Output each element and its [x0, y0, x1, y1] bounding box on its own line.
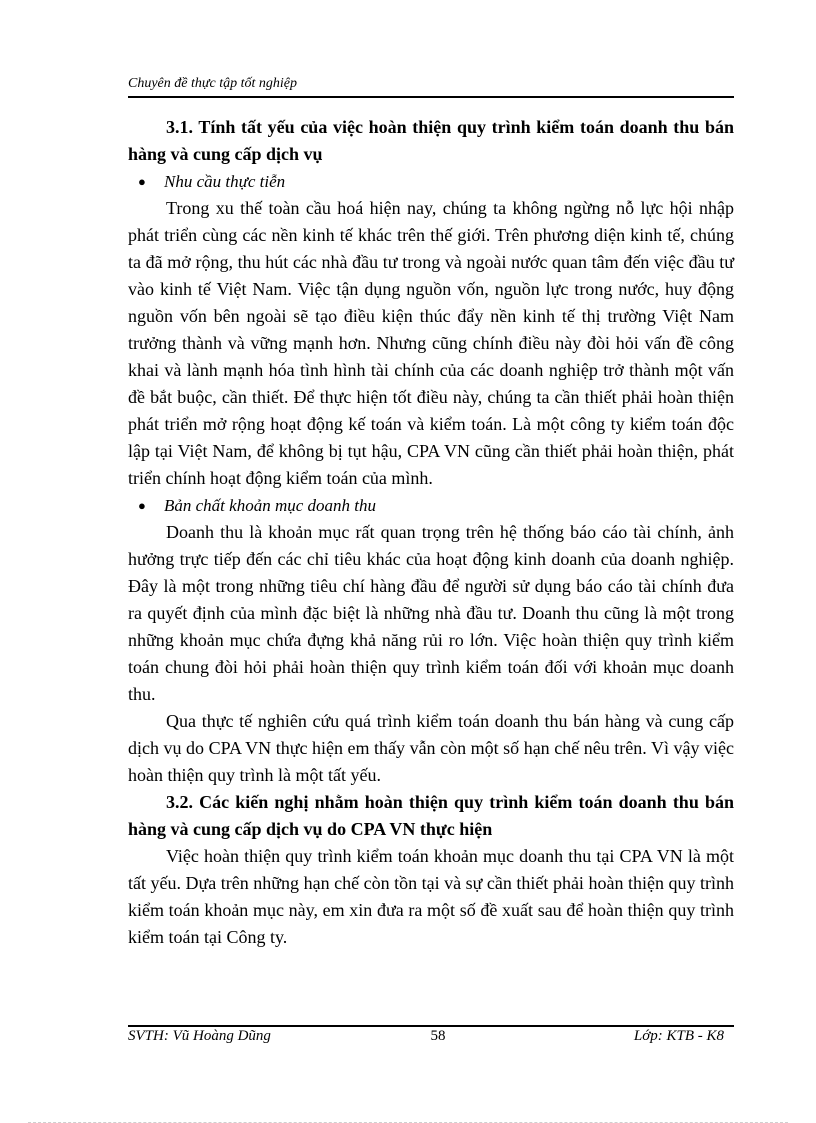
page-number: 58: [430, 1028, 446, 1044]
paragraph: Trong xu thế toàn cầu hoá hiện nay, chúng ta không ngừng nỗ lực hội nhập phát triển cùng các nền kinh tế khác trên thế giới. Trên phương diện kinh tế, chúng ta đã mở rộng, thu hút các nhà đầu tư trong và ngoài nước quan tâm đến việc đầu tư vào kinh tế Việt Nam. Việc tận dụng nguồn vốn, nguồn lực trong nước, huy động nguồn vốn bên ngoài sẽ tạo điều kiện thúc đẩy nền kinh tế thị trường Việt Nam trưởng thành và vững mạnh hơn. Nhưng cũng chính điều này đòi hỏi vấn đề công khai và lành mạnh hóa tình hình tài chính của các doanh nghiệp trở thành một vấn đề bắt buộc, cần thiết. Để thực hiện tốt điều này, chúng ta cần thiết phải hoàn thiện phát triển mở rộng hoạt động kế toán và kiểm toán. Là một công ty kiểm toán độc lập tại Việt Nam, để không bị tụt hậu, CPA VN cũng cần thiết phải hoàn thiện, phát triển chính hoạt động kiểm toán của mình.: [128, 198, 734, 488]
section-heading-3-2: 3.2. Các kiến nghị nhằm hoàn thiện quy trình kiểm toán doanh thu bán hàng và cung cấp dịch vụ do CPA VN thực hiện: [128, 792, 734, 839]
running-header: Chuyên đề thực tập tốt nghiệp: [128, 76, 297, 91]
header-divider: [128, 96, 734, 98]
bullet-item: [128, 492, 734, 519]
footer-class: Lớp: KTB - K8: [633, 1028, 724, 1044]
bullet-icon: ●: [138, 498, 146, 513]
section-heading-3-1: 3.1. Tính tất yếu của việc hoàn thiện quy trình kiểm toán doanh thu bán hàng và cung cấp dịch vụ: [128, 117, 734, 164]
paragraph: Qua thực tế nghiên cứu quá trình kiểm toán doanh thu bán hàng và cung cấp dịch vụ do CPA VN thực hiện em thấy vẫn còn một số hạn chế nêu trên. Vì vậy việc hoàn thiện quy trình là một tất yếu.: [128, 711, 734, 785]
footer-student: SVTH: Vũ Hoàng Dũng: [128, 1028, 271, 1044]
bullet-icon: ●: [138, 174, 146, 189]
paragraph: Doanh thu là khoản mục rất quan trọng trên hệ thống báo cáo tài chính, ảnh hưởng trực tiếp đến các chỉ tiêu khác của hoạt động kinh doanh của doanh nghiệp. Đây là một trong những tiêu chí hàng đầu để người sử dụng báo cáo tài chính đưa ra quyết định của mình đặc biệt là những nhà đầu tư. Doanh thu cũng là một trong những khoản mục chứa đựng khả năng rủi ro lớn. Việc hoàn thiện quy trình kiểm toán chung đòi hỏi phải hoàn thiện quy trình kiểm toán đối với khoản mục doanh thu.: [128, 522, 734, 704]
page-body: [128, 114, 734, 951]
bullet-item: [128, 168, 734, 195]
footer-divider: [128, 1025, 734, 1027]
bullet-label: Nhu cầu thực tiễn: [164, 172, 286, 191]
paragraph: Việc hoàn thiện quy trình kiểm toán khoản mục doanh thu tại CPA VN là một tất yếu. Dựa trên những hạn chế còn tồn tại và sự cần thiết phải hoàn thiện quy trình kiểm toán khoản mục này, em xin đưa ra một số đề xuất sau để hoàn thiện quy trình kiểm toán tại Công ty.: [128, 846, 734, 947]
bullet-label: Bản chất khoản mục doanh thu: [164, 496, 376, 515]
